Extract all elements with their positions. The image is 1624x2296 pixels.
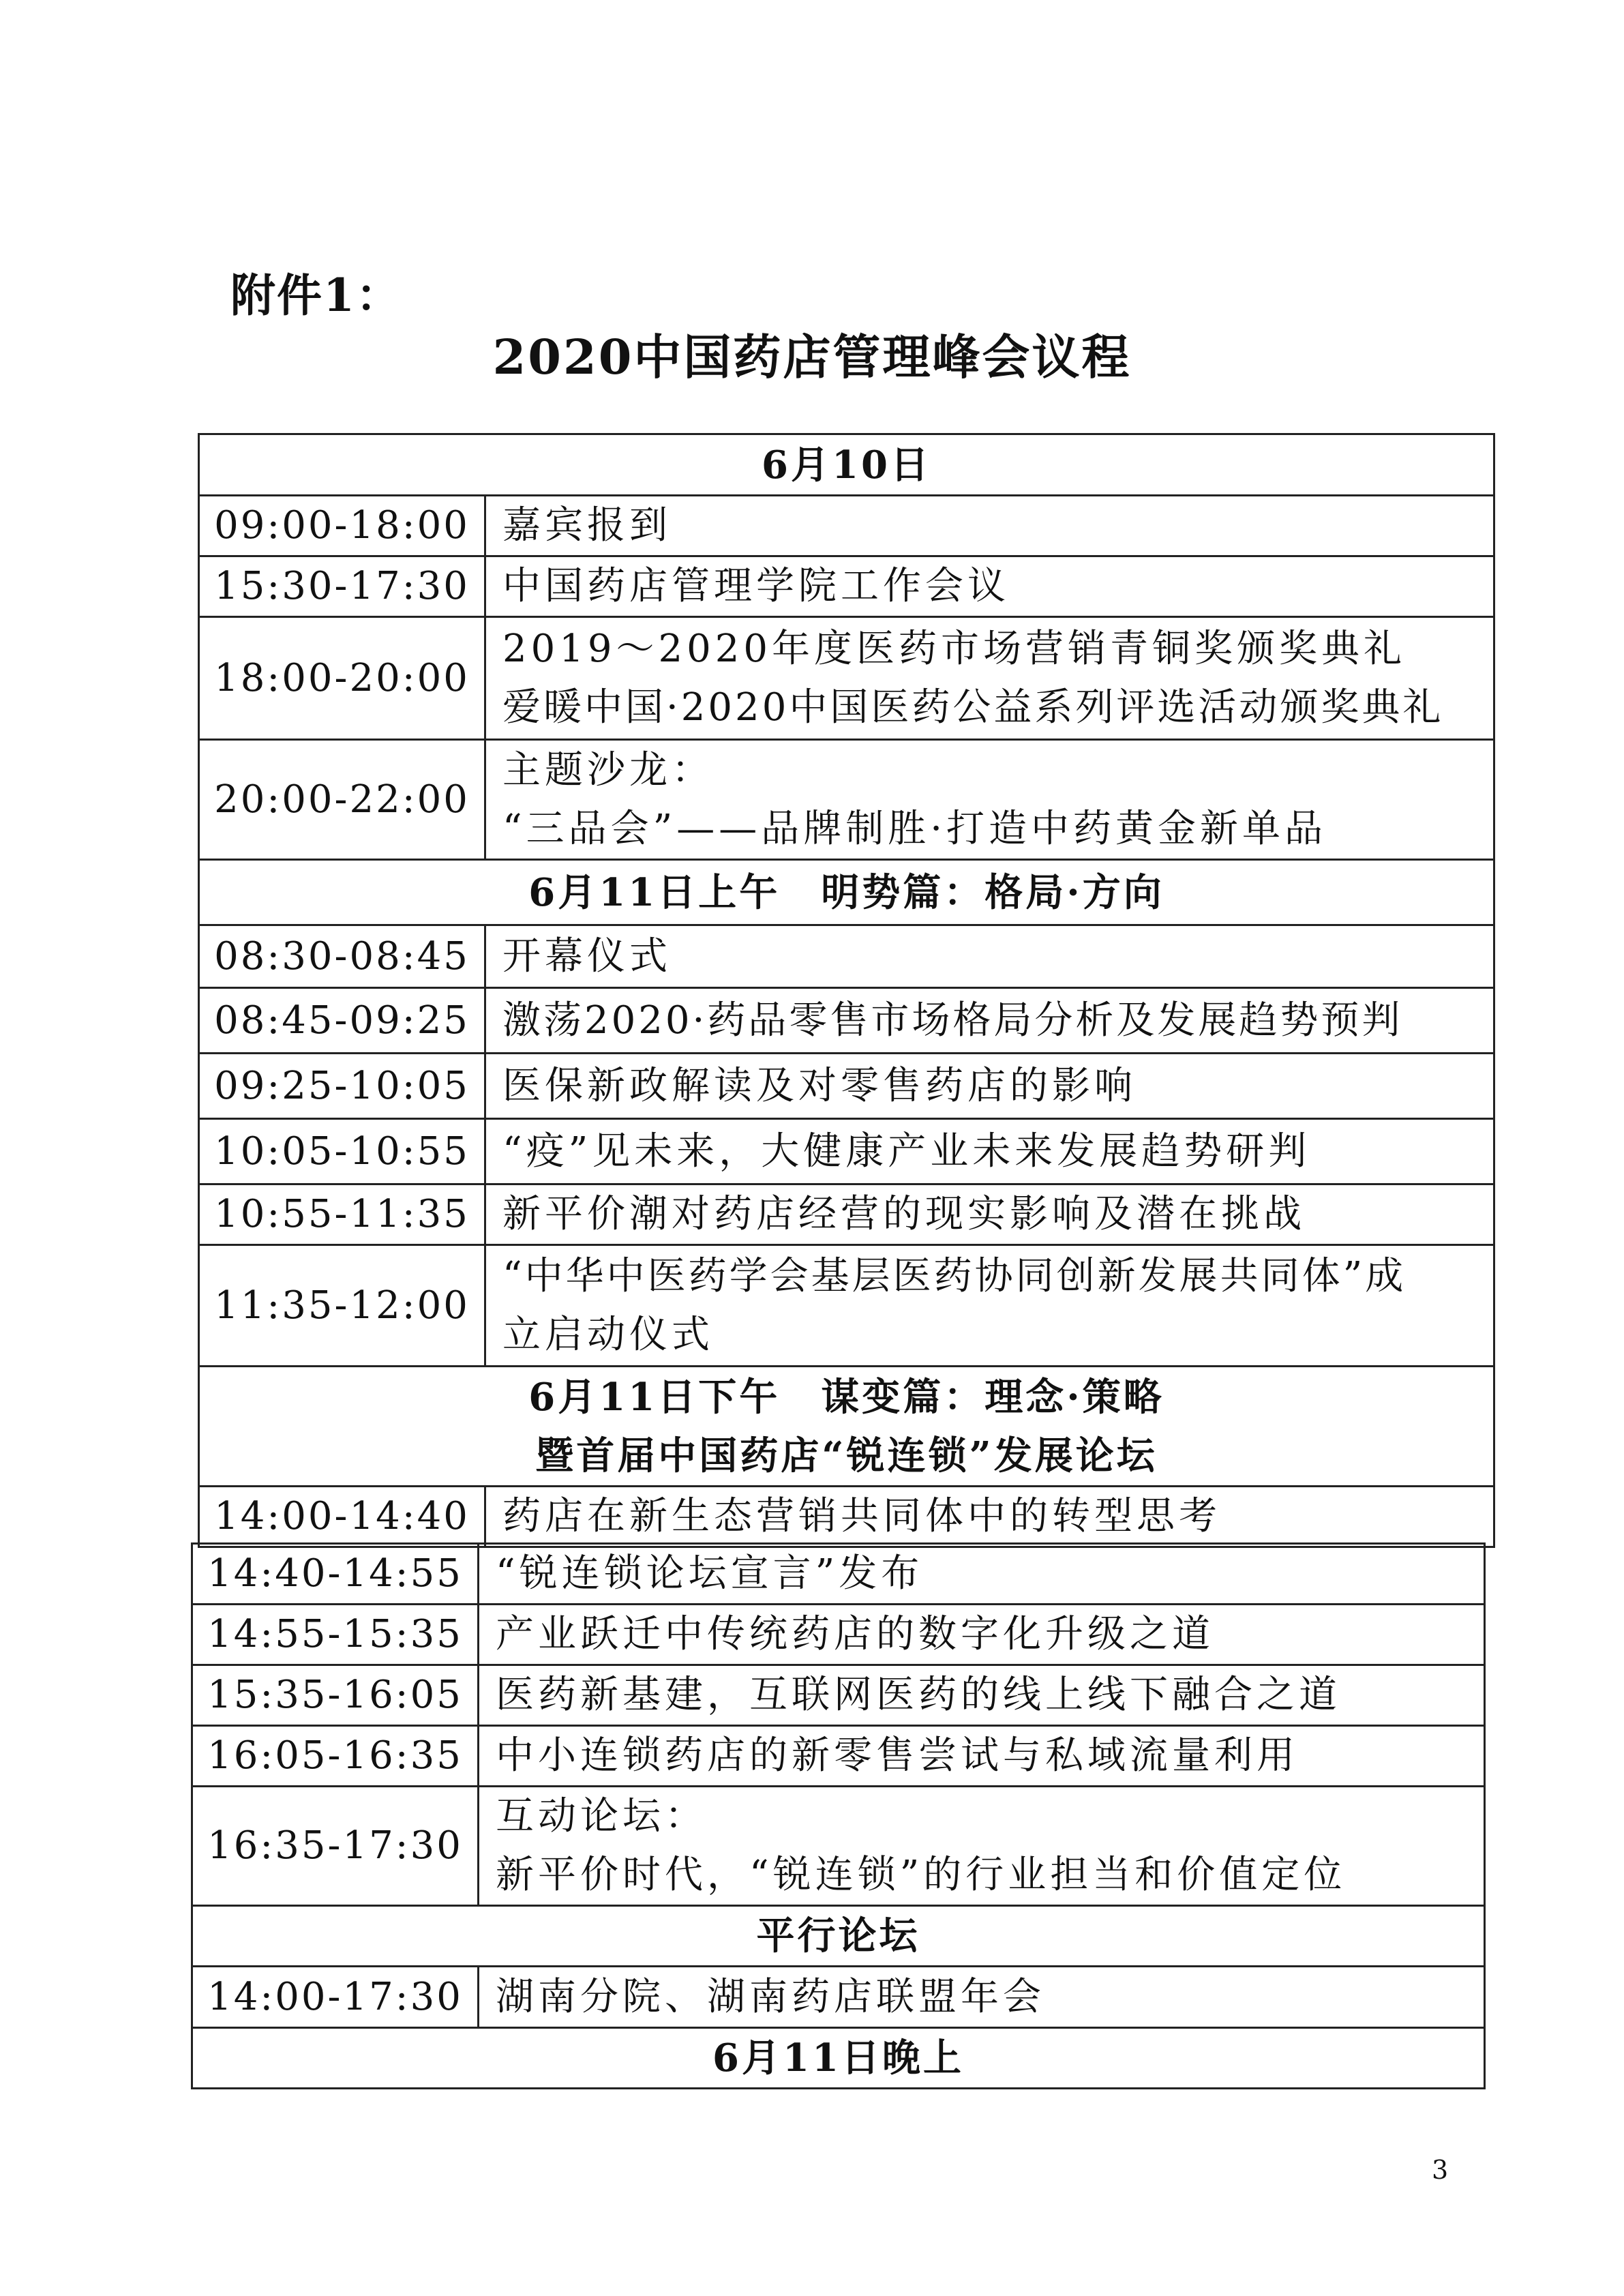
event-cell bbox=[485, 496, 1494, 556]
table-row bbox=[199, 617, 1494, 740]
time-cell: 18:00-20:00 bbox=[199, 617, 485, 740]
table-row bbox=[199, 556, 1494, 617]
event-cell bbox=[485, 740, 1494, 860]
table-row bbox=[199, 1487, 1494, 1547]
table-row bbox=[192, 1967, 1485, 2028]
event-cell bbox=[479, 1967, 1485, 2028]
event-cell bbox=[479, 1665, 1485, 1726]
event-cell bbox=[485, 617, 1494, 740]
table-row bbox=[192, 1665, 1485, 1726]
table-row bbox=[192, 1787, 1485, 1906]
event-cell bbox=[485, 925, 1494, 988]
afternoon-header-line: 暨首届中国药店“锐连锁”发展论坛 bbox=[535, 1433, 1158, 1478]
time-cell: 11:35-12:00 bbox=[199, 1245, 485, 1367]
event-line: 开幕仪式 bbox=[502, 934, 672, 979]
table-row bbox=[192, 1726, 1485, 1787]
event-line: 爱暖中国·2020中国医药公益系列评选活动颁奖典礼 bbox=[502, 685, 1444, 730]
section-header-row bbox=[192, 2028, 1485, 2089]
time-cell: 14:00-14:40 bbox=[199, 1487, 485, 1547]
event-line: 新平价时代，“锐连锁”的行业担当和价值定位 bbox=[496, 1853, 1347, 1897]
event-line: 主题沙龙： bbox=[502, 747, 714, 792]
section-header-day1: 6月10日 bbox=[199, 434, 1494, 496]
table-row bbox=[192, 1605, 1485, 1665]
section-header-row bbox=[199, 1367, 1494, 1487]
time-cell: 14:00-17:30 bbox=[192, 1967, 479, 2028]
time-cell: 20:00-22:00 bbox=[199, 740, 485, 860]
time-cell: 16:35-17:30 bbox=[192, 1787, 479, 1906]
section-header-morning: 6月11日上午 明势篇：格局·方向 bbox=[199, 860, 1494, 925]
table-row bbox=[199, 740, 1494, 860]
section-header-row bbox=[199, 860, 1494, 925]
table-row bbox=[199, 925, 1494, 988]
event-line: “锐连锁论坛宣言”发布 bbox=[496, 1551, 924, 1596]
event-line: 医保新政解读及对零售药店的影响 bbox=[502, 1063, 1137, 1108]
time-cell: 15:30-17:30 bbox=[199, 556, 485, 617]
time-cell: 16:05-16:35 bbox=[192, 1726, 479, 1787]
time-cell: 08:45-09:25 bbox=[199, 988, 485, 1054]
event-line: 医药新基建，互联网医药的线上线下融合之道 bbox=[496, 1673, 1341, 1717]
time-cell: 14:40-14:55 bbox=[192, 1544, 479, 1605]
event-line: 新平价潮对药店经营的现实影响及潜在挑战 bbox=[502, 1192, 1306, 1236]
agenda-table-part2 bbox=[191, 1542, 1486, 2089]
table-row bbox=[199, 1245, 1494, 1367]
event-line: 中国药店管理学院工作会议 bbox=[502, 564, 1010, 608]
event-line: 产业跃迁中传统药店的数字化升级之道 bbox=[496, 1612, 1214, 1656]
event-line: “中华中医药学会基层医药协同创新发展共同体”成 bbox=[502, 1253, 1407, 1298]
event-cell bbox=[485, 1054, 1494, 1119]
time-cell: 10:55-11:35 bbox=[199, 1184, 485, 1245]
page-number: 3 bbox=[1432, 2155, 1449, 2185]
time-cell: 15:35-16:05 bbox=[192, 1665, 479, 1726]
event-line: 互动论坛： bbox=[496, 1794, 707, 1838]
time-cell: 10:05-10:55 bbox=[199, 1119, 485, 1184]
page-title: 2020中国药店管理峰会议程 bbox=[492, 329, 1132, 385]
event-line: 嘉宾报到 bbox=[502, 503, 672, 548]
event-cell bbox=[479, 1544, 1485, 1605]
event-line: 中小连锁药店的新零售尝试与私域流量利用 bbox=[496, 1733, 1299, 1778]
attachment-label: 附件1： bbox=[230, 269, 402, 322]
event-cell bbox=[479, 1605, 1485, 1665]
time-cell: 09:00-18:00 bbox=[199, 496, 485, 556]
event-cell bbox=[479, 1787, 1485, 1906]
table-row bbox=[199, 1184, 1494, 1245]
event-cell bbox=[479, 1726, 1485, 1787]
event-cell bbox=[485, 1245, 1494, 1367]
event-line: 2019～2020年度医药市场营销青铜奖颁奖典礼 bbox=[502, 626, 1407, 671]
section-header-evening: 6月11日晚上 bbox=[192, 2028, 1485, 2089]
table-row bbox=[199, 496, 1494, 556]
table-row bbox=[199, 988, 1494, 1054]
section-header-afternoon bbox=[199, 1367, 1494, 1487]
event-cell bbox=[485, 1119, 1494, 1184]
section-header-row bbox=[192, 1906, 1485, 1967]
event-cell bbox=[485, 988, 1494, 1054]
time-cell: 14:55-15:35 bbox=[192, 1605, 479, 1665]
event-line: 药店在新生态营销共同体中的转型思考 bbox=[502, 1494, 1221, 1538]
event-line: “三品会”——品牌制胜·打造中药黄金新单品 bbox=[502, 806, 1327, 851]
table-row bbox=[199, 1054, 1494, 1119]
section-header-parallel: 平行论坛 bbox=[192, 1906, 1485, 1967]
event-cell bbox=[485, 1184, 1494, 1245]
event-cell bbox=[485, 556, 1494, 617]
agenda-table-part1 bbox=[198, 433, 1495, 1548]
section-header-row bbox=[199, 434, 1494, 496]
event-line: “疫”见未来，大健康产业未来发展趋势研判 bbox=[502, 1129, 1311, 1174]
event-line: 立启动仪式 bbox=[502, 1312, 714, 1357]
table-row bbox=[192, 1544, 1485, 1605]
event-cell bbox=[485, 1487, 1494, 1547]
time-cell: 08:30-08:45 bbox=[199, 925, 485, 988]
afternoon-header-line: 6月11日下午 谋变篇：理念·策略 bbox=[528, 1374, 1164, 1420]
event-line: 激荡2020·药品零售市场格局分析及发展趋势预判 bbox=[502, 998, 1403, 1043]
table-row bbox=[199, 1119, 1494, 1184]
time-cell: 09:25-10:05 bbox=[199, 1054, 485, 1119]
event-line: 湖南分院、湖南药店联盟年会 bbox=[496, 1974, 1045, 2019]
